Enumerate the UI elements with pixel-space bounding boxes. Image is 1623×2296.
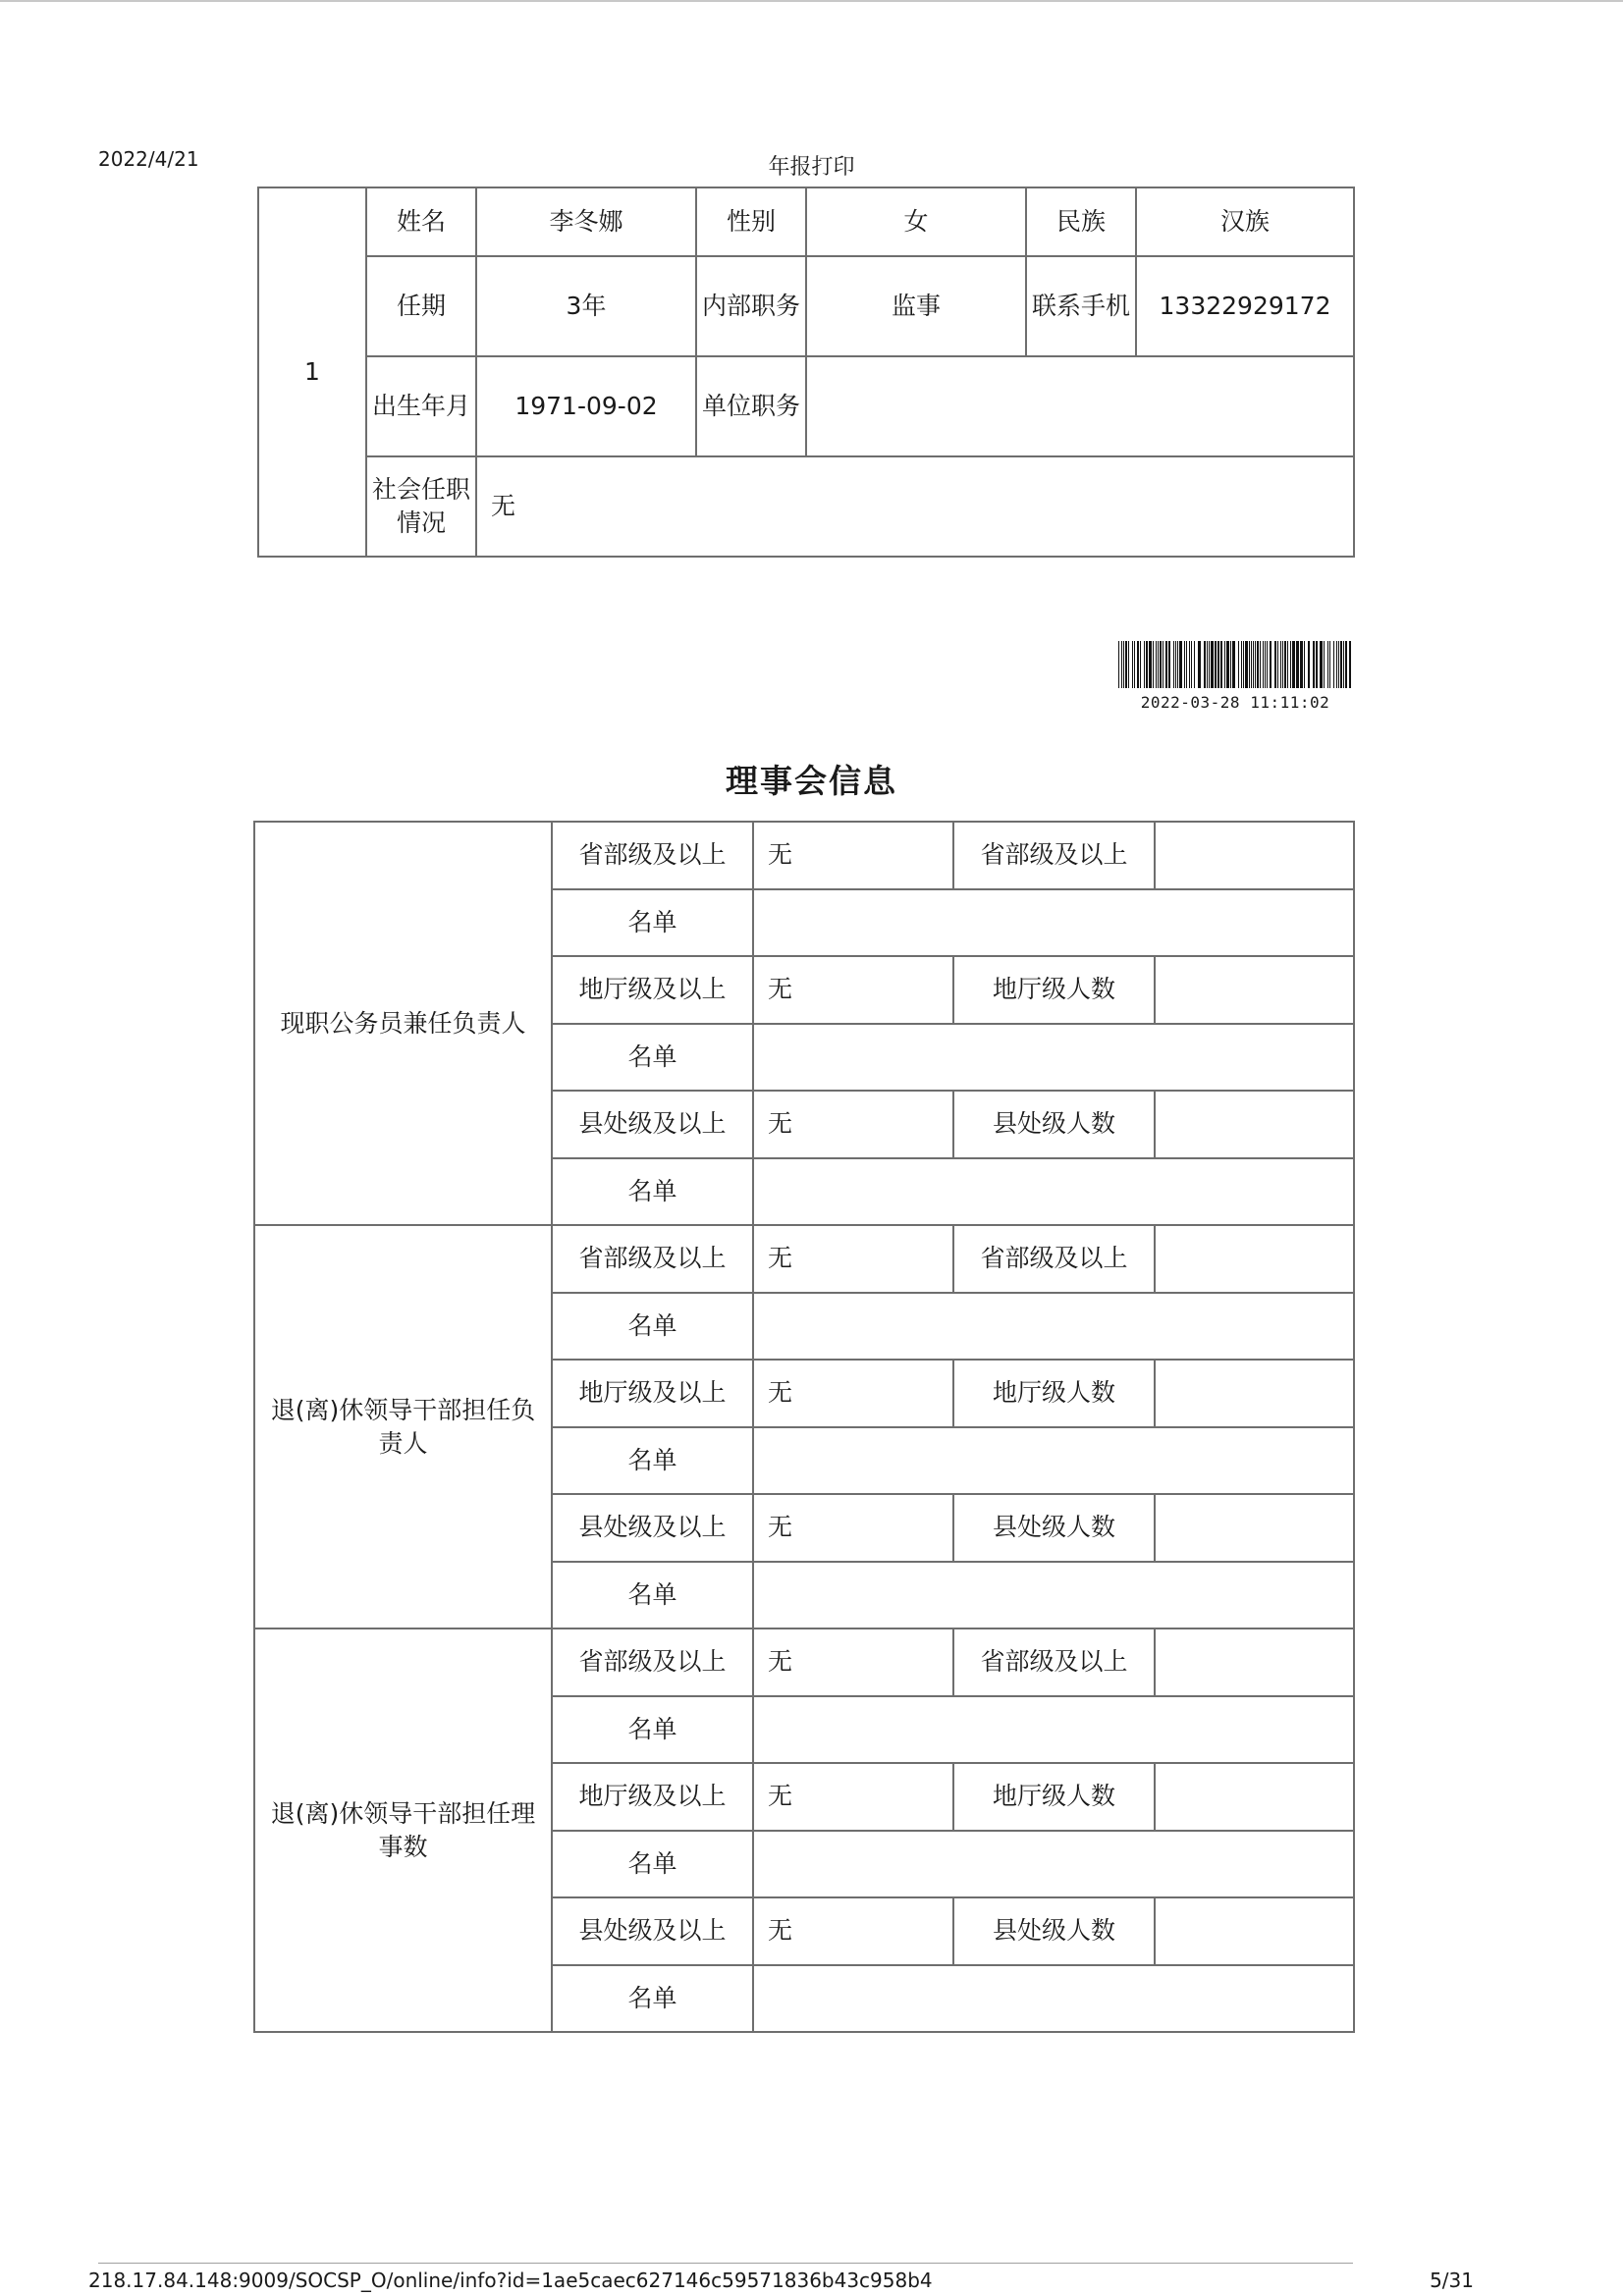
barcode-bar xyxy=(1241,641,1242,688)
list-value xyxy=(753,1965,1354,2033)
list-value xyxy=(753,889,1354,957)
count-label: 县处级人数 xyxy=(953,1494,1155,1562)
barcode-bar xyxy=(1336,641,1337,688)
level-value: 无 xyxy=(753,1225,953,1293)
list-label: 名单 xyxy=(552,1965,753,2033)
barcode-bar xyxy=(1282,641,1283,688)
level-value: 无 xyxy=(753,1494,953,1562)
list-label: 名单 xyxy=(552,1562,753,1629)
barcode-bar xyxy=(1260,641,1261,688)
board-level-row xyxy=(254,1629,1354,1696)
gender-label: 性别 xyxy=(696,187,806,256)
phone-value: 13322929172 xyxy=(1136,256,1354,356)
barcode-bar xyxy=(1125,641,1127,688)
count-label: 县处级人数 xyxy=(953,1091,1155,1158)
barcode-bar xyxy=(1343,641,1344,688)
level-label: 地厅级及以上 xyxy=(552,1360,753,1427)
ethnicity-label: 民族 xyxy=(1026,187,1136,256)
barcode-bar xyxy=(1255,641,1256,688)
barcode-bar xyxy=(1123,641,1124,688)
level-value: 无 xyxy=(753,1629,953,1696)
birth-label: 出生年月 xyxy=(366,356,476,456)
barcode-bar xyxy=(1121,641,1122,688)
count-value xyxy=(1155,1897,1354,1965)
barcode-bar xyxy=(1333,641,1334,688)
barcode-bar xyxy=(1265,641,1266,688)
barcode-bar xyxy=(1320,641,1323,688)
level-label: 县处级及以上 xyxy=(552,1897,753,1965)
barcode-bar xyxy=(1226,641,1229,688)
list-value xyxy=(753,1562,1354,1629)
barcode-bar xyxy=(1230,641,1231,688)
barcode-bar xyxy=(1175,641,1176,688)
board-info-table xyxy=(253,821,1355,2033)
barcode-bar xyxy=(1207,641,1208,688)
barcode-bar xyxy=(1153,641,1154,688)
count-value xyxy=(1155,1763,1354,1831)
barcode-bar xyxy=(1267,641,1268,688)
level-label: 地厅级及以上 xyxy=(552,1763,753,1831)
phone-label: 联系手机 xyxy=(1026,256,1136,356)
board-section-title: 理事会信息 xyxy=(726,762,897,800)
barcode-timestamp: 2022-03-28 11:11:02 xyxy=(1140,693,1330,712)
count-label: 省部级及以上 xyxy=(953,1225,1155,1293)
barcode-bar xyxy=(1245,641,1248,688)
barcode-bar xyxy=(1287,641,1288,688)
list-value xyxy=(753,1831,1354,1898)
board-group-label: 现职公务员兼任负责人 xyxy=(254,822,552,1225)
print-date: 2022/4/21 xyxy=(98,147,199,171)
list-label: 名单 xyxy=(552,1427,753,1495)
barcode-bar xyxy=(1128,641,1129,688)
gender-value: 女 xyxy=(806,187,1026,256)
level-value: 无 xyxy=(753,1091,953,1158)
level-label: 省部级及以上 xyxy=(552,822,753,889)
barcode-bar xyxy=(1296,641,1299,688)
board-group-label: 退(离)休领导干部担任理事数 xyxy=(254,1629,552,2032)
barcode-bar xyxy=(1308,641,1310,688)
barcode-bar xyxy=(1189,641,1190,688)
scan-top-edge xyxy=(0,0,1623,2)
barcode-bar xyxy=(1232,641,1235,688)
level-label: 省部级及以上 xyxy=(552,1225,753,1293)
barcode-bar xyxy=(1313,641,1315,688)
internal-role-value: 监事 xyxy=(806,256,1026,356)
barcode-bar xyxy=(1217,641,1219,688)
barcode-bar xyxy=(1211,641,1214,688)
barcode-bar xyxy=(1263,641,1264,688)
barcode-bar xyxy=(1215,641,1217,688)
barcode-bar xyxy=(1280,641,1281,688)
barcode-bar xyxy=(1327,641,1328,688)
barcode-bar xyxy=(1338,641,1339,688)
unit-role-label: 单位职务 xyxy=(696,356,806,456)
level-label: 省部级及以上 xyxy=(552,1629,753,1696)
board-group-label: 退(离)休领导干部担任负责人 xyxy=(254,1225,552,1629)
count-label: 地厅级人数 xyxy=(953,1763,1155,1831)
social-label: 社会任职情况 xyxy=(366,456,476,557)
barcode-bar xyxy=(1194,641,1195,688)
internal-role-label: 内部职务 xyxy=(696,256,806,356)
barcode-bar xyxy=(1345,641,1347,688)
barcode-bar xyxy=(1118,641,1119,688)
count-label: 县处级人数 xyxy=(953,1897,1155,1965)
barcode-bar xyxy=(1146,641,1148,688)
social-value: 无 xyxy=(476,456,1354,557)
barcode-bar xyxy=(1284,641,1286,688)
barcode-bar xyxy=(1137,641,1139,688)
barcode-bar xyxy=(1191,641,1192,688)
barcode-bar xyxy=(1184,641,1185,688)
footer-url: 218.17.84.148:9009/SOCSP_O/online/info?id=1ae5caec627146c59571836b43c958b4 xyxy=(88,2269,933,2292)
count-label: 省部级及以上 xyxy=(953,1629,1155,1696)
barcode-bar xyxy=(1316,641,1318,688)
level-value: 无 xyxy=(753,956,953,1024)
barcode-bar xyxy=(1304,641,1305,688)
barcode-bar xyxy=(1168,641,1170,688)
ethnicity-value: 汉族 xyxy=(1136,187,1354,256)
barcode-bar xyxy=(1249,641,1250,688)
count-value xyxy=(1155,1494,1354,1562)
level-value: 无 xyxy=(753,1897,953,1965)
term-value: 3年 xyxy=(476,256,696,356)
list-label: 名单 xyxy=(552,1024,753,1092)
list-value xyxy=(753,1024,1354,1092)
board-level-row xyxy=(254,822,1354,889)
barcode-bar xyxy=(1253,641,1254,688)
page-number: 5/31 xyxy=(1430,2269,1474,2292)
level-value: 无 xyxy=(753,1360,953,1427)
barcode-bar xyxy=(1160,641,1162,688)
member-index: 1 xyxy=(258,187,366,557)
list-value xyxy=(753,1427,1354,1495)
list-value xyxy=(753,1293,1354,1361)
level-value: 无 xyxy=(753,822,953,889)
barcode-bar xyxy=(1204,641,1206,688)
barcode-bar xyxy=(1349,641,1351,688)
unit-role-value xyxy=(806,356,1354,456)
barcode-bar xyxy=(1290,641,1291,688)
barcode-bar xyxy=(1329,641,1330,688)
level-label: 县处级及以上 xyxy=(552,1091,753,1158)
count-value xyxy=(1155,1360,1354,1427)
list-label: 名单 xyxy=(552,1696,753,1764)
count-value xyxy=(1155,1091,1354,1158)
count-value xyxy=(1155,822,1354,889)
barcode-bar xyxy=(1209,641,1210,688)
barcode-bar xyxy=(1186,641,1187,688)
barcode-bar xyxy=(1156,641,1157,688)
barcode-bar xyxy=(1324,641,1325,688)
barcode-bar xyxy=(1257,641,1259,688)
barcode-bar xyxy=(1165,641,1167,688)
list-label: 名单 xyxy=(552,1293,753,1361)
board-level-row xyxy=(254,1225,1354,1293)
count-label: 地厅级人数 xyxy=(953,1360,1155,1427)
barcode-bar xyxy=(1274,641,1276,688)
list-label: 名单 xyxy=(552,889,753,957)
footer-rule xyxy=(98,2263,1353,2264)
barcode-bar xyxy=(1198,641,1201,688)
count-label: 省部级及以上 xyxy=(953,822,1155,889)
barcode-bar xyxy=(1179,641,1182,688)
name-value: 李冬娜 xyxy=(476,187,696,256)
barcode-bar xyxy=(1292,641,1295,688)
list-label: 名单 xyxy=(552,1158,753,1226)
barcode-bar xyxy=(1340,641,1342,688)
barcode-bar xyxy=(1270,641,1271,688)
barcode-bar xyxy=(1277,641,1278,688)
name-label: 姓名 xyxy=(366,187,476,256)
print-title: 年报打印 xyxy=(768,155,855,180)
count-value xyxy=(1155,1629,1354,1696)
barcode-bar xyxy=(1134,641,1135,688)
count-value xyxy=(1155,956,1354,1024)
barcode-stamp xyxy=(1117,641,1353,712)
term-label: 任期 xyxy=(366,256,476,356)
list-value xyxy=(753,1696,1354,1764)
member-info-table xyxy=(257,187,1355,558)
level-value: 无 xyxy=(753,1763,953,1831)
list-label: 名单 xyxy=(552,1831,753,1898)
barcode-bar xyxy=(1238,641,1239,688)
barcode-bar xyxy=(1220,641,1222,688)
barcode-bar xyxy=(1149,641,1152,688)
barcode-bar xyxy=(1300,641,1303,688)
barcode-bar xyxy=(1140,641,1141,688)
barcode-bar xyxy=(1177,641,1178,688)
barcode-bar xyxy=(1251,641,1252,688)
level-label: 地厅级及以上 xyxy=(552,956,753,1024)
count-value xyxy=(1155,1225,1354,1293)
level-label: 县处级及以上 xyxy=(552,1494,753,1562)
birth-value: 1971-09-02 xyxy=(476,356,696,456)
barcode-bar xyxy=(1173,641,1174,688)
list-value xyxy=(753,1158,1354,1226)
barcode-bar xyxy=(1224,641,1225,688)
barcode-bar xyxy=(1144,641,1145,688)
barcode-graphic xyxy=(1118,641,1352,688)
barcode-bar xyxy=(1158,641,1159,688)
barcode-bar xyxy=(1132,641,1133,688)
barcode-bar xyxy=(1243,641,1244,688)
count-label: 地厅级人数 xyxy=(953,956,1155,1024)
